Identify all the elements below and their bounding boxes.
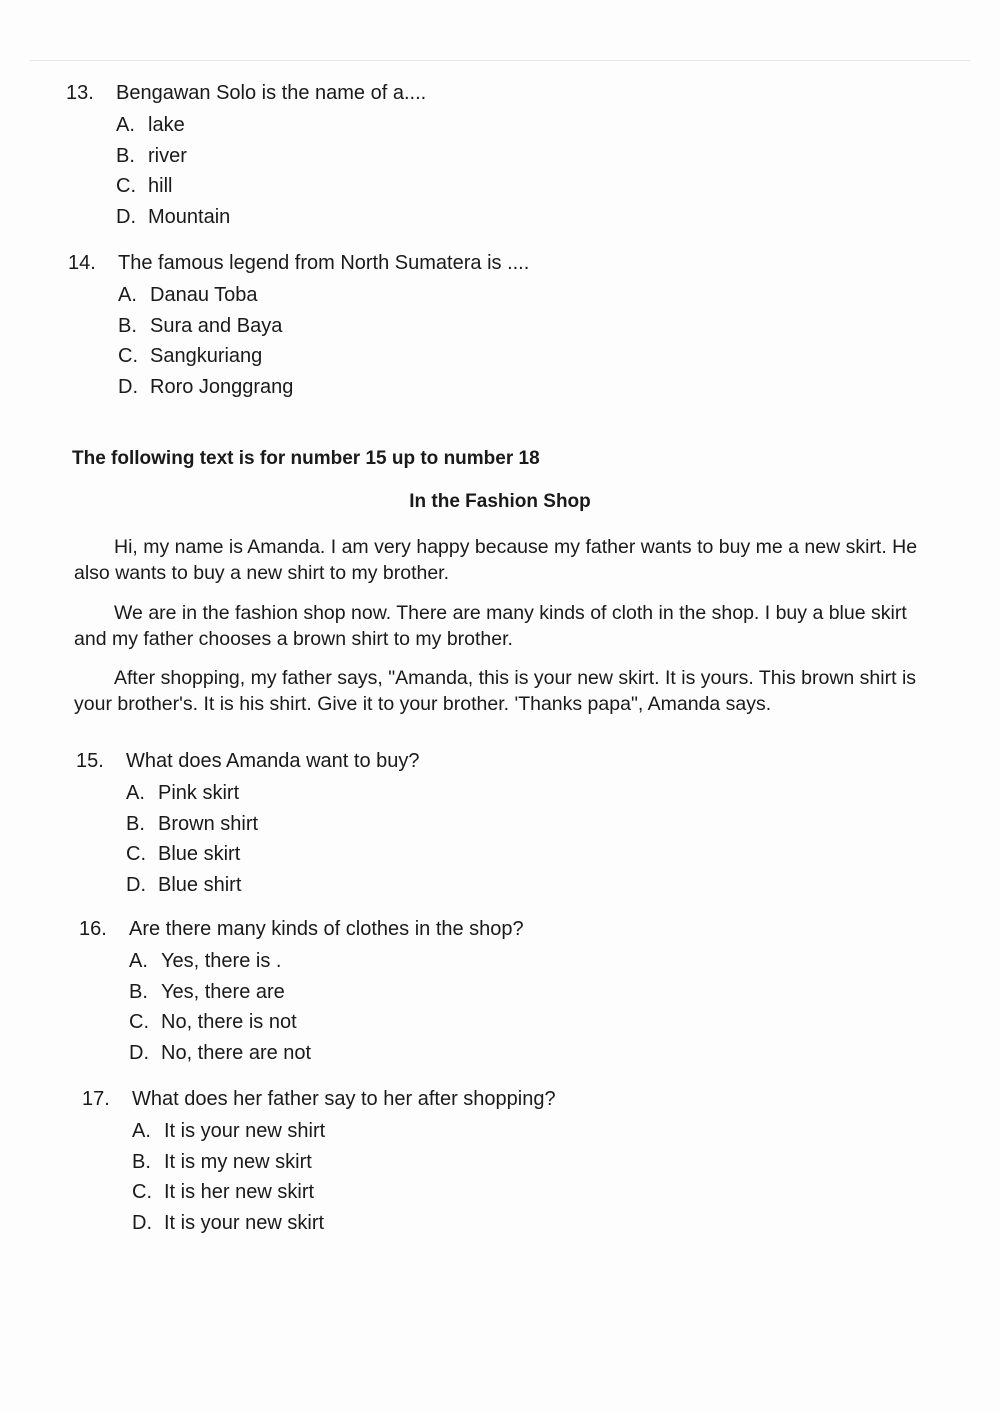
option-letter: C. (132, 1181, 152, 1203)
option-text: Mountain (148, 205, 231, 228)
top-divider (30, 60, 970, 61)
question-13 (66, 80, 426, 232)
option-a (118, 280, 529, 311)
option-letter: D. (116, 205, 136, 228)
option-letter: D. (118, 375, 138, 398)
option-letter: C. (116, 175, 136, 197)
option-a (129, 946, 524, 977)
option-b (116, 141, 426, 172)
option-letter: B. (118, 314, 137, 337)
option-b (129, 977, 524, 1008)
option-text: Sangkuriang (150, 345, 263, 367)
option-d (118, 372, 529, 403)
option-text: Yes, there are (161, 980, 285, 1003)
question-16 (79, 916, 524, 1068)
option-letter: D. (129, 1041, 149, 1064)
question-number: 17. (82, 1088, 110, 1110)
option-text: Blue skirt (158, 843, 241, 865)
question-text: The famous legend from North Sumatera is .... (118, 252, 530, 274)
option-letter: C. (118, 345, 138, 367)
option-b (126, 809, 420, 840)
question-text: Are there many kinds of clothes in the shop? (129, 918, 524, 940)
option-list (116, 110, 426, 232)
option-letter: B. (129, 980, 148, 1003)
option-a (116, 110, 426, 141)
option-text: river (148, 144, 187, 167)
option-letter: C. (129, 1011, 149, 1033)
question-number: 16. (79, 918, 107, 940)
option-letter: A. (129, 950, 148, 972)
option-a (132, 1116, 556, 1147)
option-text: Sura and Baya (150, 314, 283, 337)
option-text: It is your new skirt (164, 1211, 325, 1234)
option-text: No, there is not (161, 1011, 297, 1033)
option-a (126, 778, 420, 809)
option-letter: A. (116, 114, 135, 136)
option-text: hill (148, 175, 173, 197)
option-d (132, 1208, 556, 1239)
question-text: What does her father say to her after shopping? (132, 1088, 556, 1110)
question-17 (82, 1086, 556, 1238)
option-text: lake (148, 114, 185, 136)
option-b (118, 311, 529, 342)
option-text: Brown shirt (158, 812, 259, 835)
option-list (126, 778, 420, 900)
option-letter: B. (132, 1150, 151, 1173)
passage-paragraph: We are in the fashion shop now. There are many kinds of cloth in the shop. I buy a blue skirt and my father chooses a brown shirt to my brother. (74, 602, 907, 650)
option-text: Pink skirt (158, 782, 240, 804)
question-number: 15. (76, 750, 104, 772)
option-letter: A. (118, 284, 137, 306)
option-letter: B. (126, 812, 145, 835)
option-letter: C. (126, 843, 146, 865)
option-letter: A. (126, 782, 145, 804)
question-number: 13. (66, 82, 94, 104)
option-text: Yes, there is . (161, 950, 282, 972)
option-c (132, 1177, 556, 1208)
option-b (132, 1147, 556, 1178)
option-list (129, 946, 524, 1068)
option-text: It is her new skirt (164, 1181, 315, 1203)
option-c (116, 171, 426, 202)
question-text: What does Amanda want to buy? (126, 750, 420, 772)
option-c (126, 839, 420, 870)
option-d (126, 870, 420, 901)
option-text: Blue shirt (158, 873, 242, 896)
option-letter: A. (132, 1120, 151, 1142)
question-15 (76, 748, 420, 900)
passage-instruction: The following text is for number 15 up to number 18 (72, 448, 540, 469)
passage-paragraph: Hi, my name is Amanda. I am very happy because my father wants to buy me a new skirt. He also wants to buy a new shirt to my brother. (74, 536, 918, 584)
option-letter: D. (126, 873, 146, 896)
option-d (129, 1038, 524, 1069)
option-d (116, 202, 426, 233)
passage-title: In the Fashion Shop (409, 491, 591, 512)
question-number: 14. (68, 252, 96, 274)
option-text: Roro Jonggrang (150, 375, 294, 398)
option-letter: D. (132, 1211, 152, 1234)
option-list (132, 1116, 556, 1238)
option-text: It is your new shirt (164, 1120, 326, 1142)
option-c (129, 1007, 524, 1038)
question-14 (68, 250, 529, 402)
option-text: Danau Toba (150, 284, 258, 306)
passage-paragraph: After shopping, my father says, "Amanda, this is your new skirt. It is yours. This brown shirt is your brother's. It is his shirt. Give it to your brother. 'Thanks papa", Amanda says. (74, 667, 917, 715)
option-text: No, there are not (161, 1041, 312, 1064)
option-c (118, 341, 529, 372)
option-text: It is my new skirt (164, 1150, 312, 1173)
question-text: Bengawan Solo is the name of a.... (116, 82, 427, 104)
option-letter: B. (116, 144, 135, 167)
option-list (118, 280, 529, 402)
